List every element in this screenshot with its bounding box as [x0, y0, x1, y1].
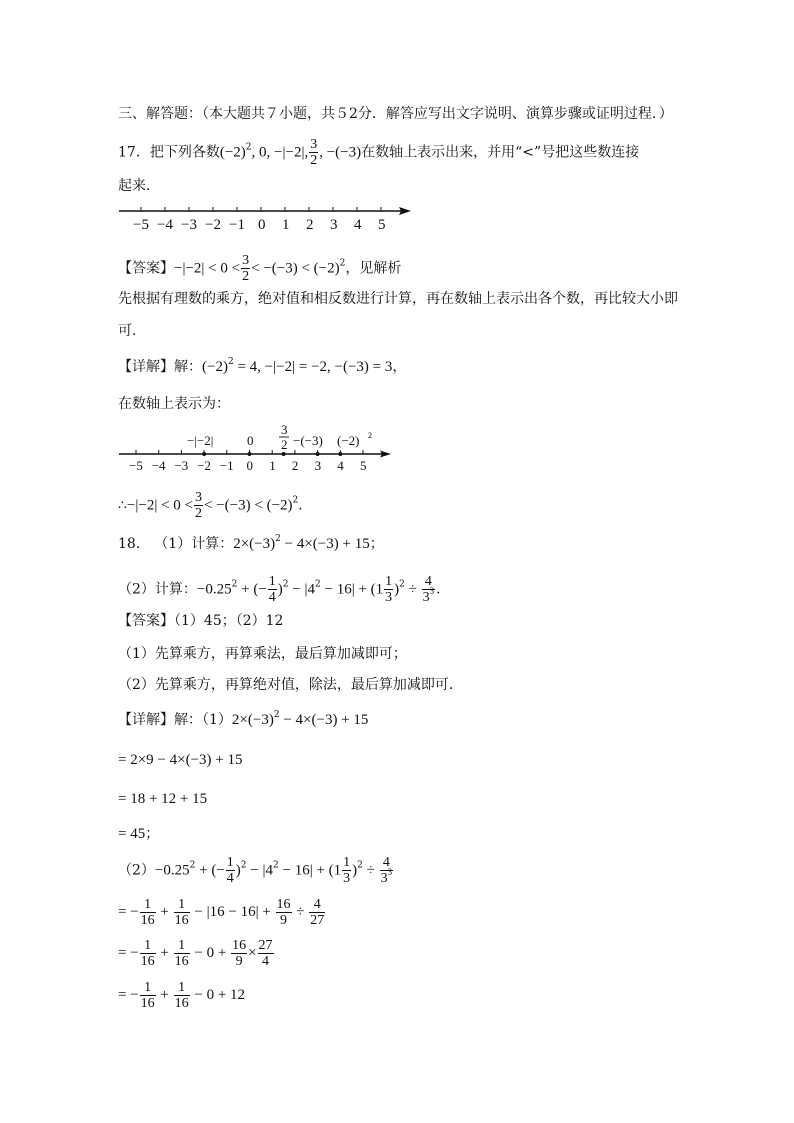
- answer-tag: 【答案】: [118, 260, 174, 277]
- q18-step-e2: = − $\frac{1}{16}$ + $\frac{1}{16}$ − |16 − 16| + $\frac{16}{9}$ ÷ $\frac{4}{27}$: [118, 897, 325, 928]
- axis-tick-label: 0: [246, 458, 253, 473]
- q18-part2-expr: $(2)-0.25^2$ + (− $\frac{1}{4}$ )$^2 - |4^2 - 16| + (1$ $\frac{1}{3}$ )$^2$ ÷ $\frac{4}{3^3}$: [118, 855, 393, 886]
- q18-answer: 【答案】（1）45；（2）12: [118, 613, 284, 629]
- axis-tick-label: 1: [282, 217, 290, 233]
- q18-analysis-1: （1）先算乘方，再算乘法，最后算加减即可；: [118, 646, 407, 662]
- number-line-2: [115, 422, 395, 474]
- q17-analysis-line1: 先根据有理数的乘方，绝对值和相反数进行计算，再在数轴上表示出各个数，再比较大小即: [118, 291, 678, 307]
- q18-detail: 【详解】解：$(1)2\times(-3)^2 - 4\times(-3) + 15$: [118, 710, 369, 728]
- detail-tag: 【详解】: [118, 359, 174, 375]
- axis-tick-label: 3: [314, 458, 322, 473]
- axis-tick-label: 4: [337, 458, 344, 473]
- q17-conclusion: ∴−|−2| < 0 < $\frac{3}{2}$ < $-(-3) < (-2)^2$．: [118, 490, 313, 521]
- axis-tick-label: 5: [360, 458, 367, 473]
- section-title: 三、解答题：（本大题共７小题，共５2分．解答应写出文字说明、演算步骤或证明过程．）: [118, 106, 673, 122]
- q17-answer: 【答案】−|−2| < 0 < $\frac{3}{2}$ < $-(-3) < (-2)^2$，见解析: [118, 253, 402, 284]
- mark-frac-num: 3: [281, 422, 288, 437]
- answer-tag: 【答案】: [118, 613, 174, 629]
- axis-tick-label: 5: [378, 217, 386, 233]
- axis-point: [338, 452, 342, 456]
- axis-intro: 在数轴上表示为：: [118, 396, 230, 412]
- axis-tick-label: 4: [354, 217, 362, 233]
- q18-step-e4: = − $\frac{1}{16}$ + $\frac{1}{16}$ − 0 + 12: [118, 980, 246, 1011]
- axis-tick-label: −3: [181, 217, 197, 233]
- axis-tick-label: −4: [157, 217, 173, 233]
- mark-frac-den: 2: [281, 437, 288, 452]
- axis-tick-label: 2: [306, 217, 314, 233]
- mark-neg-neg3: −(−3): [293, 433, 323, 448]
- axis-point: [316, 452, 320, 456]
- q17-number: 17．: [118, 144, 150, 161]
- q18-analysis-2: （2）先算乘方，再算绝对值，除法，最后算加减即可．: [118, 677, 463, 693]
- axis-point: [202, 452, 206, 456]
- mark-neg-abs-neg2: −|−2|: [187, 433, 214, 448]
- q18-step-2: = 18 + 12 + 15: [118, 791, 208, 807]
- axis-tick-label: −2: [205, 217, 221, 233]
- axis-tick-label: −5: [129, 458, 143, 473]
- axis-tick-label: 3: [330, 217, 338, 233]
- q17-analysis-line2: 可．: [118, 323, 146, 339]
- mark-neg2-sq: (−2): [337, 433, 360, 448]
- axis-tick-label: 1: [269, 458, 276, 473]
- axis-tick-label: −3: [174, 458, 189, 473]
- axis-tick-label: 2: [291, 458, 299, 473]
- number-line-1: [115, 199, 415, 235]
- axis-tick-label: −4: [151, 458, 166, 473]
- q18-step-1: = 2×9 − 4×(−3) + 15: [118, 752, 243, 768]
- mark-sq-exp: 2: [368, 431, 372, 440]
- q17-prompt-line2: 起来．: [118, 178, 160, 194]
- q18-step-e3: = − $\frac{1}{16}$ + $\frac{1}{16}$ − 0 + $\frac{16}{9}$ × $\frac{27}{4}$: [118, 938, 273, 969]
- mark-zero: 0: [247, 433, 254, 448]
- axis-point: [248, 452, 252, 456]
- detail-tag: 【详解】: [118, 712, 174, 728]
- q18-number: 18．: [118, 536, 150, 552]
- axis-tick-label: −1: [219, 458, 234, 473]
- axis-tick-label: 0: [258, 217, 266, 233]
- q17-detail: 【详解】解：$(-2)^2 = 4$, −|−2| = −2, −(−3) = 3，: [118, 357, 407, 375]
- q18-step-3: = 45；: [118, 826, 160, 842]
- fraction-3-2: $\frac{3}{2}$: [310, 137, 318, 168]
- axis-tick-label: −1: [229, 217, 245, 233]
- q18-part2: （2）计算：$-0.25^2$ + (− $\frac{1}{4}$ )$^2 - |4^2 - 16| + (1$ $\frac{1}{3}$ )$^2$ ÷ $\frac{4}{3^3}$ ．: [118, 574, 451, 605]
- axis-tick-label: −2: [197, 458, 211, 473]
- q17-prompt-line1: 17．把下列各数$(-2)^2$, 0, −|−2|, $\frac{3}{2}$ , −(−3)在数轴上表示出来，并用“<”号把这些数连接: [118, 137, 640, 168]
- axis-point: [282, 452, 286, 456]
- axis-tick-label: −5: [133, 217, 149, 233]
- q18-part1: 18． （1）计算：$2\times(-3)^2 - 4\times(-3) + 15$；: [118, 534, 384, 552]
